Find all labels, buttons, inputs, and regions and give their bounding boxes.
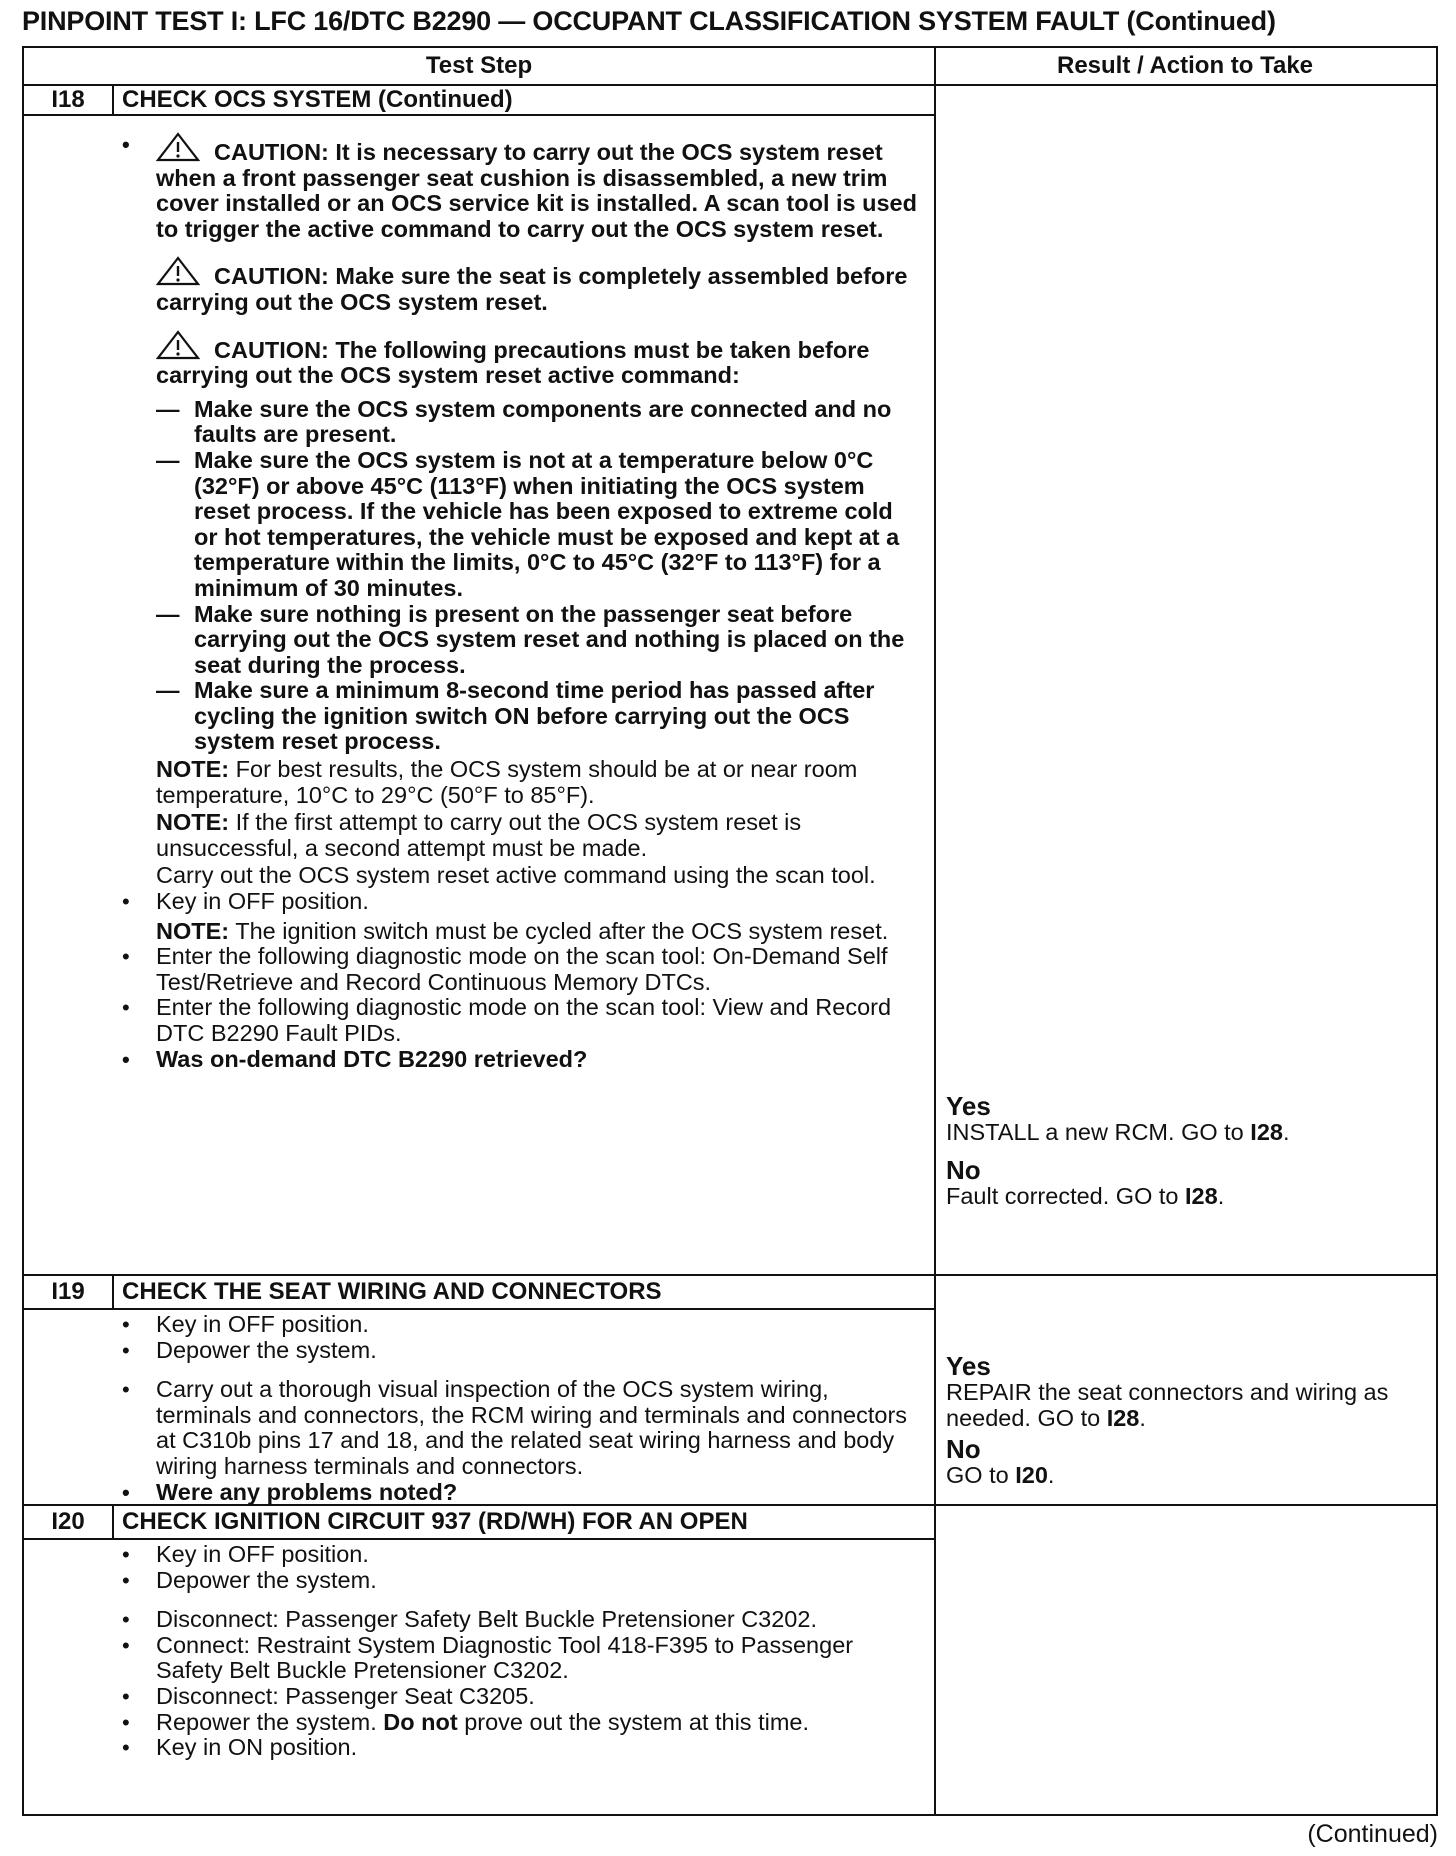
step-number: I19: [51, 1278, 85, 1305]
bullet-item: • Depower the system.: [114, 1568, 922, 1594]
precaution-list: [114, 397, 922, 755]
warning-triangle-icon: [156, 256, 200, 286]
column-divider: [934, 48, 936, 1814]
caution-item: [114, 256, 922, 315]
row-divider: [24, 1274, 1436, 1276]
bullet-item: • Key in OFF position.: [114, 1542, 922, 1568]
note-text: For best results, the OCS system should be at or near room temperature, 10°C to 29°C (50°F to 85°F).: [156, 756, 858, 808]
yes-label: Yes: [946, 1091, 991, 1121]
step-i19-instructions: [114, 1312, 922, 1505]
note-item: [114, 919, 922, 945]
bullet-item: • Carry out a thorough visual inspection of the OCS system wiring, terminals and connectors, the RCM wiring and terminals and connectors at C310b pins 17 and 18, and the related seat wiring harness and body wiring harness terminals and connectors.: [114, 1377, 922, 1479]
precaution-item: — Make sure nothing is present on the passenger seat before carrying out the OCS system reset and nothing is placed on the seat during the process.: [156, 602, 922, 679]
precaution-item: — Make sure the OCS system is not at a temperature below 0°C (32°F) or above 45°C (113°F) when initiating the OCS system reset process. If the vehicle has been exposed to extreme cold or hot temperatures, the vehicle must be exposed and kept at a temperature within the limits, 0°C to 45°C (32°F to 113°F) for a minimum of 30 minutes.: [156, 448, 922, 602]
bullet-item: • Key in OFF position.: [114, 1312, 922, 1338]
continued-footer: (Continued): [1307, 1820, 1438, 1848]
step-number-divider: [112, 1506, 114, 1538]
caution-item: [114, 330, 922, 389]
emphasis-text: Do not: [383, 1708, 458, 1735]
step-reference-link[interactable]: I28: [1106, 1404, 1140, 1431]
bullet-item: • Disconnect: Passenger Seat C3205.: [114, 1684, 922, 1710]
bullet-item: • Enter the following diagnostic mode on the scan tool: On-Demand Self Test/Retrieve and Record Continuous Memory DTCs.: [114, 944, 922, 995]
step-i18-instructions: [114, 132, 922, 1072]
step-number-divider: [112, 1276, 114, 1308]
bullet-item: • Key in ON position.: [114, 1735, 922, 1761]
bullet-item: • Connect: Restraint System Diagnostic Tool 418-F395 to Passenger Safety Belt Buckle Pretensioner C3202.: [114, 1633, 922, 1684]
caution-text: CAUTION: Make sure the seat is completely assembled before carrying out the OCS system reset.: [156, 263, 908, 315]
no-action: GO to I20.: [946, 1462, 1055, 1489]
step-reference-link[interactable]: I28: [1185, 1182, 1218, 1209]
step-reference-link[interactable]: I20: [1015, 1462, 1048, 1489]
bullet-text: Repower the system.: [156, 1708, 377, 1735]
step-title: CHECK THE SEAT WIRING AND CONNECTORS: [122, 1278, 662, 1305]
header-test-step: Test Step: [425, 52, 533, 79]
note-label: NOTE:: [156, 917, 230, 944]
bullet-item: • Enter the following diagnostic mode on the scan tool: View and Record DTC B2290 Fault PIDs.: [114, 995, 922, 1046]
step-title: CHECK OCS SYSTEM (Continued): [122, 86, 513, 113]
yes-action-text: REPAIR the seat connectors and wiring as needed. GO to: [946, 1379, 1389, 1431]
precaution-item: — Make sure the OCS system components are connected and no faults are present.: [156, 397, 922, 448]
yes-action-text: INSTALL a new RCM. GO to: [946, 1119, 1244, 1145]
note-text: The ignition switch must be cycled after the OCS system reset.: [235, 917, 889, 944]
step-title: CHECK IGNITION CIRCUIT 937 (RD/WH) FOR AN OPEN: [122, 1508, 748, 1535]
warning-triangle-icon: [156, 132, 200, 162]
note-item: [114, 757, 922, 808]
question-item: • Were any problems noted?: [114, 1480, 922, 1506]
no-label: No: [946, 1434, 981, 1465]
warning-triangle-icon: [156, 330, 200, 360]
pinpoint-test-table: [22, 46, 1438, 1816]
caution-text: CAUTION: It is necessary to carry out the OCS system reset when a front passenger seat cushion is disassembled, a new trim cover installed or an OCS service kit is installed. A scan tool is used to trigger the active command to carry out the OCS system reset.: [156, 139, 917, 242]
question-item: • Was on-demand DTC B2290 retrieved?: [114, 1047, 922, 1073]
note-label: NOTE:: [156, 756, 230, 783]
no-action-text: GO to: [946, 1462, 1009, 1489]
yes-label: Yes: [946, 1351, 991, 1381]
step-number: I20: [51, 1508, 85, 1535]
no-label: No: [946, 1154, 981, 1185]
step-number: I18: [51, 86, 85, 113]
no-action-text: Fault corrected. GO to: [946, 1182, 1179, 1209]
step-title-divider: [24, 1308, 934, 1310]
step-i20-instructions: [114, 1542, 922, 1761]
step-i19-result: [946, 1352, 1436, 1489]
page-title: PINPOINT TEST I: LFC 16/DTC B2290 — OCCUPANT CLASSIFICATION SYSTEM FAULT (Continued): [22, 6, 1276, 36]
yes-action: INSTALL a new RCM. GO to I28.: [946, 1119, 1290, 1145]
step-number-divider: [112, 84, 114, 114]
no-action: Fault corrected. GO to I28.: [946, 1182, 1225, 1209]
precaution-item: — Make sure a minimum 8-second time period has passed after cycling the ignition switch ON before carrying out the OCS system reset process.: [156, 678, 922, 755]
bullet-item: [114, 1710, 922, 1736]
yes-action: REPAIR the seat connectors and wiring as needed. GO to I28.: [946, 1379, 1389, 1431]
header-result: Result / Action to Take: [1056, 52, 1314, 79]
note-item: [114, 810, 922, 861]
step-title-divider: [24, 114, 934, 116]
bullet-item: • Key in OFF position.: [114, 889, 922, 915]
bullet-item: • Disconnect: Passenger Safety Belt Buckle Pretensioner C3202.: [114, 1607, 922, 1633]
caution-item: [114, 132, 922, 242]
step-reference-link[interactable]: I28: [1250, 1119, 1283, 1145]
bullet-text: prove out the system at this time.: [464, 1708, 809, 1735]
note-label: NOTE:: [156, 809, 230, 836]
instruction-text: Carry out the OCS system reset active command using the scan tool.: [156, 862, 876, 889]
step-title-divider: [24, 1538, 934, 1540]
step-i18-result: [946, 1092, 1436, 1209]
caution-text: CAUTION: The following precautions must be taken before carrying out the OCS system reset active command:: [156, 336, 870, 389]
note-text: If the first attempt to carry out the OCS system reset is unsuccessful, a second attempt must be made.: [156, 809, 802, 861]
bullet-item: • Depower the system.: [114, 1338, 922, 1364]
